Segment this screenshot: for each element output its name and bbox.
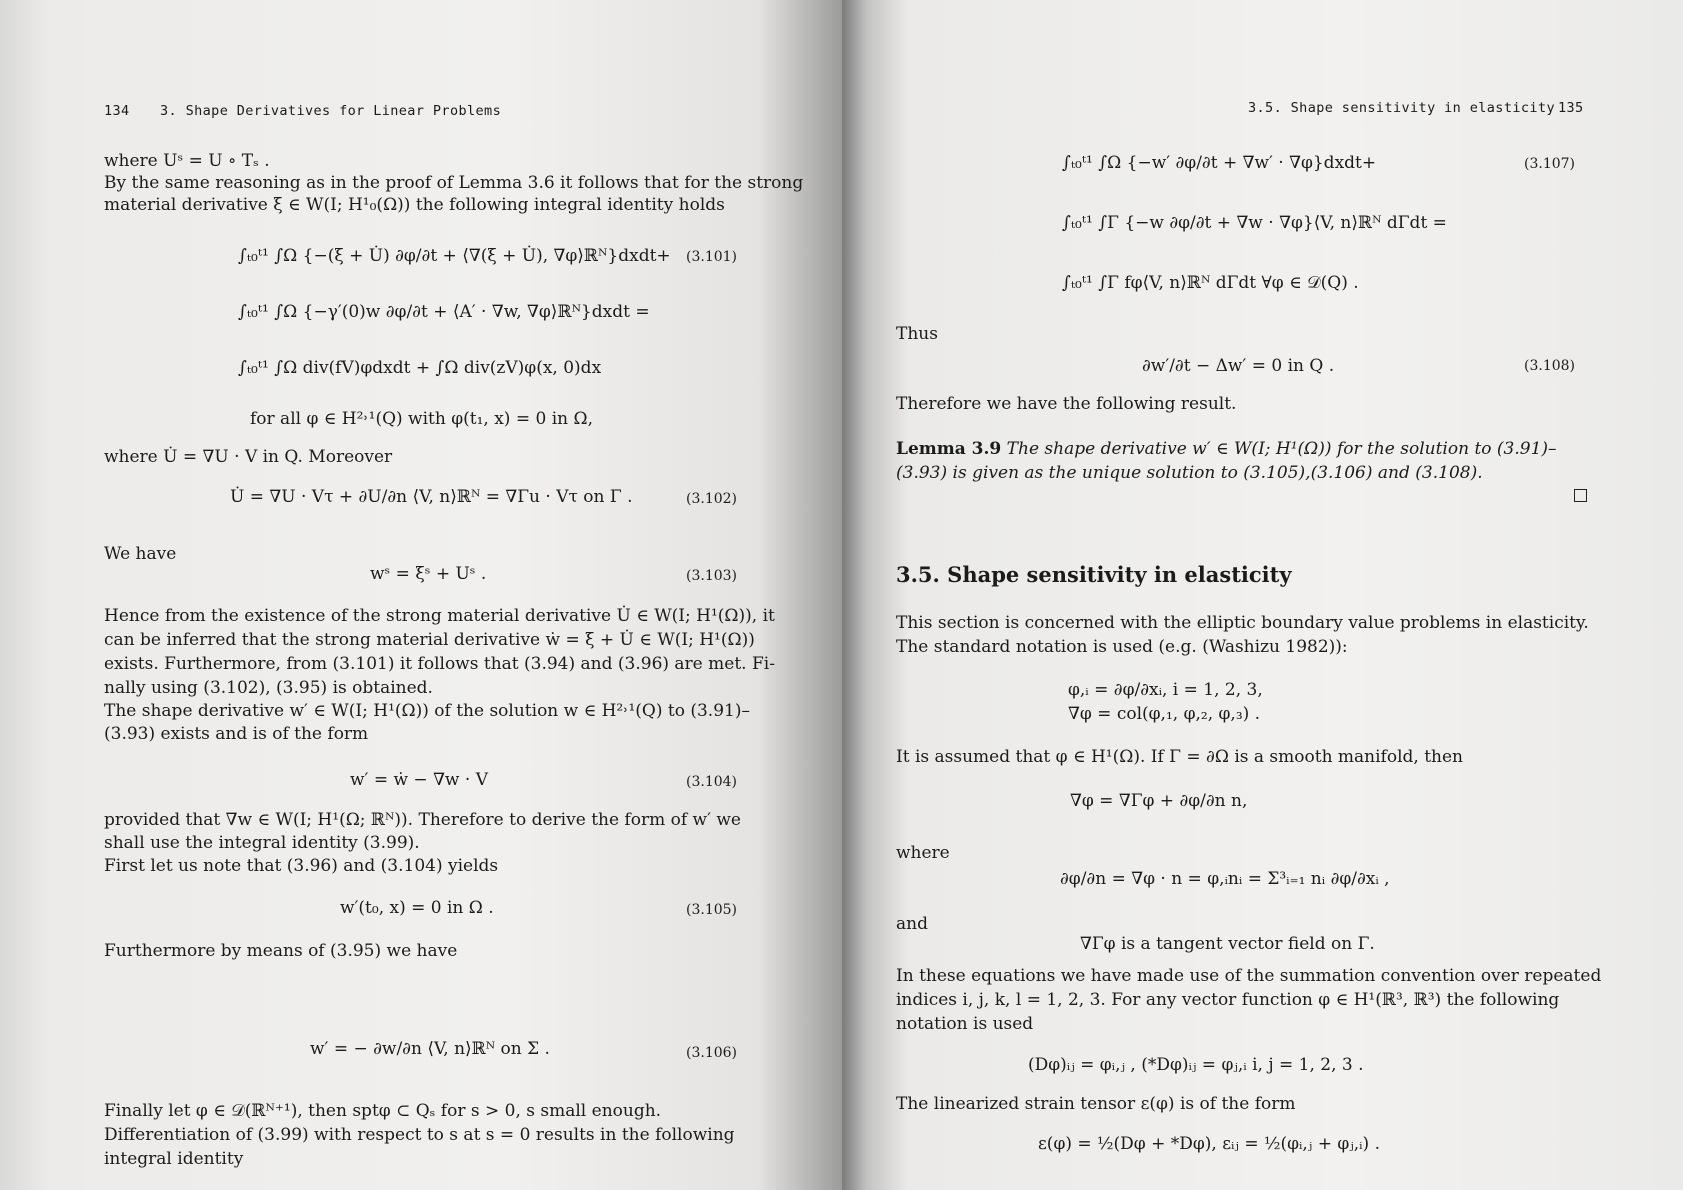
text-line: It is assumed that φ ∈ H¹(Ω). If Γ = ∂Ω is a smooth manifold, then	[896, 747, 1464, 767]
text-line: exists. Furthermore, from (3.101) it follows that (3.94) and (3.96) are met. Fi-	[104, 654, 775, 674]
text-line: By the same reasoning as in the proof of Lemma 3.6 it follows that for the strong	[104, 173, 804, 193]
equation-notation-1: φ,ᵢ = ∂φ/∂xᵢ, i = 1, 2, 3,	[1068, 680, 1263, 700]
text-line: material derivative ξ ∈ W(I; H¹₀(Ω)) the following integral identity holds	[104, 195, 725, 215]
text-line: (3.93) exists and is of the form	[104, 724, 369, 744]
text-line: where	[896, 843, 950, 863]
text-line: nally using (3.102), (3.95) is obtained.	[104, 678, 433, 698]
equation-3-107-line2: ∫ₜ₀ᵗ¹ ∫Γ {−w ∂φ/∂t + ∇w · ∇φ}⟨V, n⟩ℝᴺ dΓdt =	[1062, 213, 1447, 233]
text-line: In these equations we have made use of the summation convention over repeated	[896, 966, 1602, 986]
equation-D-operator: (Dφ)ᵢⱼ = φᵢ,ⱼ , (*Dφ)ᵢⱼ = φⱼ,ᵢ i, j = 1, 2, 3 .	[1028, 1055, 1364, 1075]
text-line: integral identity	[104, 1149, 244, 1169]
section-title: 3.5. Shape sensitivity in elasticity	[896, 562, 1292, 587]
equation-3-101-line1: ∫ₜ₀ᵗ¹ ∫Ω {−(ξ + U̇) ∂φ/∂t + ⟨∇(ξ + U̇), ∇φ⟩ℝᴺ}dxdt+	[238, 246, 671, 266]
equation-3-103: wˢ = ξˢ + Uˢ .	[370, 564, 487, 584]
equation-notation-2: ∇φ = col(φ,₁, φ,₂, φ,₃) .	[1068, 704, 1261, 724]
equation-number: (3.107)	[1524, 156, 1576, 172]
text-line: shall use the integral identity (3.99).	[104, 833, 420, 853]
equation-number: (3.104)	[686, 774, 738, 790]
equation-3-106: w′ = − ∂w/∂n ⟨V, n⟩ℝᴺ on Σ .	[310, 1039, 550, 1059]
equation-number: (3.101)	[686, 249, 738, 265]
text-line: where Uˢ = U ∘ Tₛ .	[104, 151, 270, 171]
lemma-3-9	[896, 438, 1557, 461]
equation-normal-derivative: ∂φ/∂n = ∇φ · n = φ,ᵢnᵢ = Σ³ᵢ₌₁ nᵢ ∂φ/∂xᵢ ,	[1060, 869, 1390, 889]
text-line: indices i, j, k, l = 1, 2, 3. For any vector function φ ∈ H¹(ℝ³, ℝ³) the following	[896, 990, 1560, 1010]
equation-3-101-line3: ∫ₜ₀ᵗ¹ ∫Ω div(fV)φdxdt + ∫Ω div(zV)φ(x, 0)dx	[238, 358, 602, 378]
text-line: can be inferred that the strong material derivative ẇ = ξ + U̇ ∈ W(I; H¹(Ω))	[104, 630, 755, 650]
text-line: and	[896, 914, 928, 934]
text-line: Therefore we have the following result.	[896, 394, 1237, 414]
page-number: 134	[104, 103, 130, 119]
text-line: The linearized strain tensor ε(φ) is of the form	[896, 1094, 1296, 1114]
equation-strain-tensor: ε(φ) = ½(Dφ + *Dφ), εᵢⱼ = ½(φᵢ,ⱼ + φⱼ,ᵢ) .	[1038, 1134, 1381, 1154]
equation-number: (3.102)	[686, 491, 738, 507]
text-line: Hence from the existence of the strong material derivative U̇ ∈ W(I; H¹(Ω)), it	[104, 606, 775, 626]
text-line: Thus	[896, 324, 938, 344]
equation-number: (3.103)	[686, 568, 738, 584]
equation-3-101-line2: ∫ₜ₀ᵗ¹ ∫Ω {−γ′(0)w ∂φ/∂t + ⟨A′ · ∇w, ∇φ⟩ℝᴺ}dxdt =	[238, 302, 650, 322]
text-line: Differentiation of (3.99) with respect to s at s = 0 results in the following	[104, 1125, 735, 1145]
lemma-label: Lemma 3.9	[896, 439, 1002, 459]
equation-3-104: w′ = ẇ − ∇w · V	[350, 770, 488, 790]
equation-3-107-line1: ∫ₜ₀ᵗ¹ ∫Ω {−w′ ∂φ/∂t + ∇w′ · ∇φ}dxdt+	[1062, 153, 1377, 173]
text-line: notation is used	[896, 1014, 1034, 1034]
equation-3-107-line3: ∫ₜ₀ᵗ¹ ∫Γ fφ⟨V, n⟩ℝᴺ dΓdt ∀φ ∈ 𝒟(Q) .	[1062, 273, 1359, 293]
text-line: for all φ ∈ H²˒¹(Q) with φ(t₁, x) = 0 in Ω,	[250, 409, 593, 429]
text-line: Finally let φ ∈ 𝒟(ℝᴺ⁺¹), then sptφ ⊂ Qₛ for s > 0, s small enough.	[104, 1101, 662, 1121]
text-line: provided that ∇w ∈ W(I; H¹(Ω; ℝᴺ)). Therefore to derive the form of w′ we	[104, 810, 741, 830]
running-head: 3.5. Shape sensitivity in elasticity	[1248, 100, 1555, 116]
text-line: We have	[104, 544, 177, 564]
equation-3-108: ∂w′/∂t − Δw′ = 0 in Q .	[1142, 356, 1335, 376]
text-line: Furthermore by means of (3.95) we have	[104, 941, 458, 961]
equation-number: (3.108)	[1524, 358, 1576, 374]
page-number: 135	[1558, 100, 1584, 116]
lemma-text: (3.93) is given as the unique solution to (3.105),(3.106) and (3.108).	[896, 463, 1483, 483]
text-line: First let us note that (3.96) and (3.104) yields	[104, 856, 499, 876]
lemma-text: The shape derivative w′ ∈ W(I; H¹(Ω)) for the solution to (3.91)–	[1001, 439, 1557, 459]
equation-3-102: U̇ = ∇U · Vτ + ∂U/∂n ⟨V, n⟩ℝᴺ = ∇Γu · Vτ on Γ .	[230, 487, 633, 507]
text-line: The shape derivative w′ ∈ W(I; H¹(Ω)) of the solution w ∈ H²˒¹(Q) to (3.91)–	[104, 701, 750, 721]
equation-tangent: ∇Γφ is a tangent vector field on Γ.	[1080, 934, 1375, 954]
equation-3-105: w′(t₀, x) = 0 in Ω .	[340, 898, 494, 918]
equation-gradient: ∇φ = ∇Γφ + ∂φ/∂n n,	[1070, 791, 1248, 811]
text-line: The standard notation is used (e.g. (Washizu 1982)):	[896, 637, 1348, 657]
running-head: 3. Shape Derivatives for Linear Problems	[160, 103, 502, 119]
text-line: where U̇ = ∇U · V in Q. Moreover	[104, 447, 393, 467]
equation-number: (3.106)	[686, 1045, 738, 1061]
equation-number: (3.105)	[686, 902, 738, 918]
qed-box	[1574, 489, 1587, 502]
text-line: This section is concerned with the elliptic boundary value problems in elasticity.	[896, 613, 1589, 633]
right-page	[842, 0, 1683, 1190]
